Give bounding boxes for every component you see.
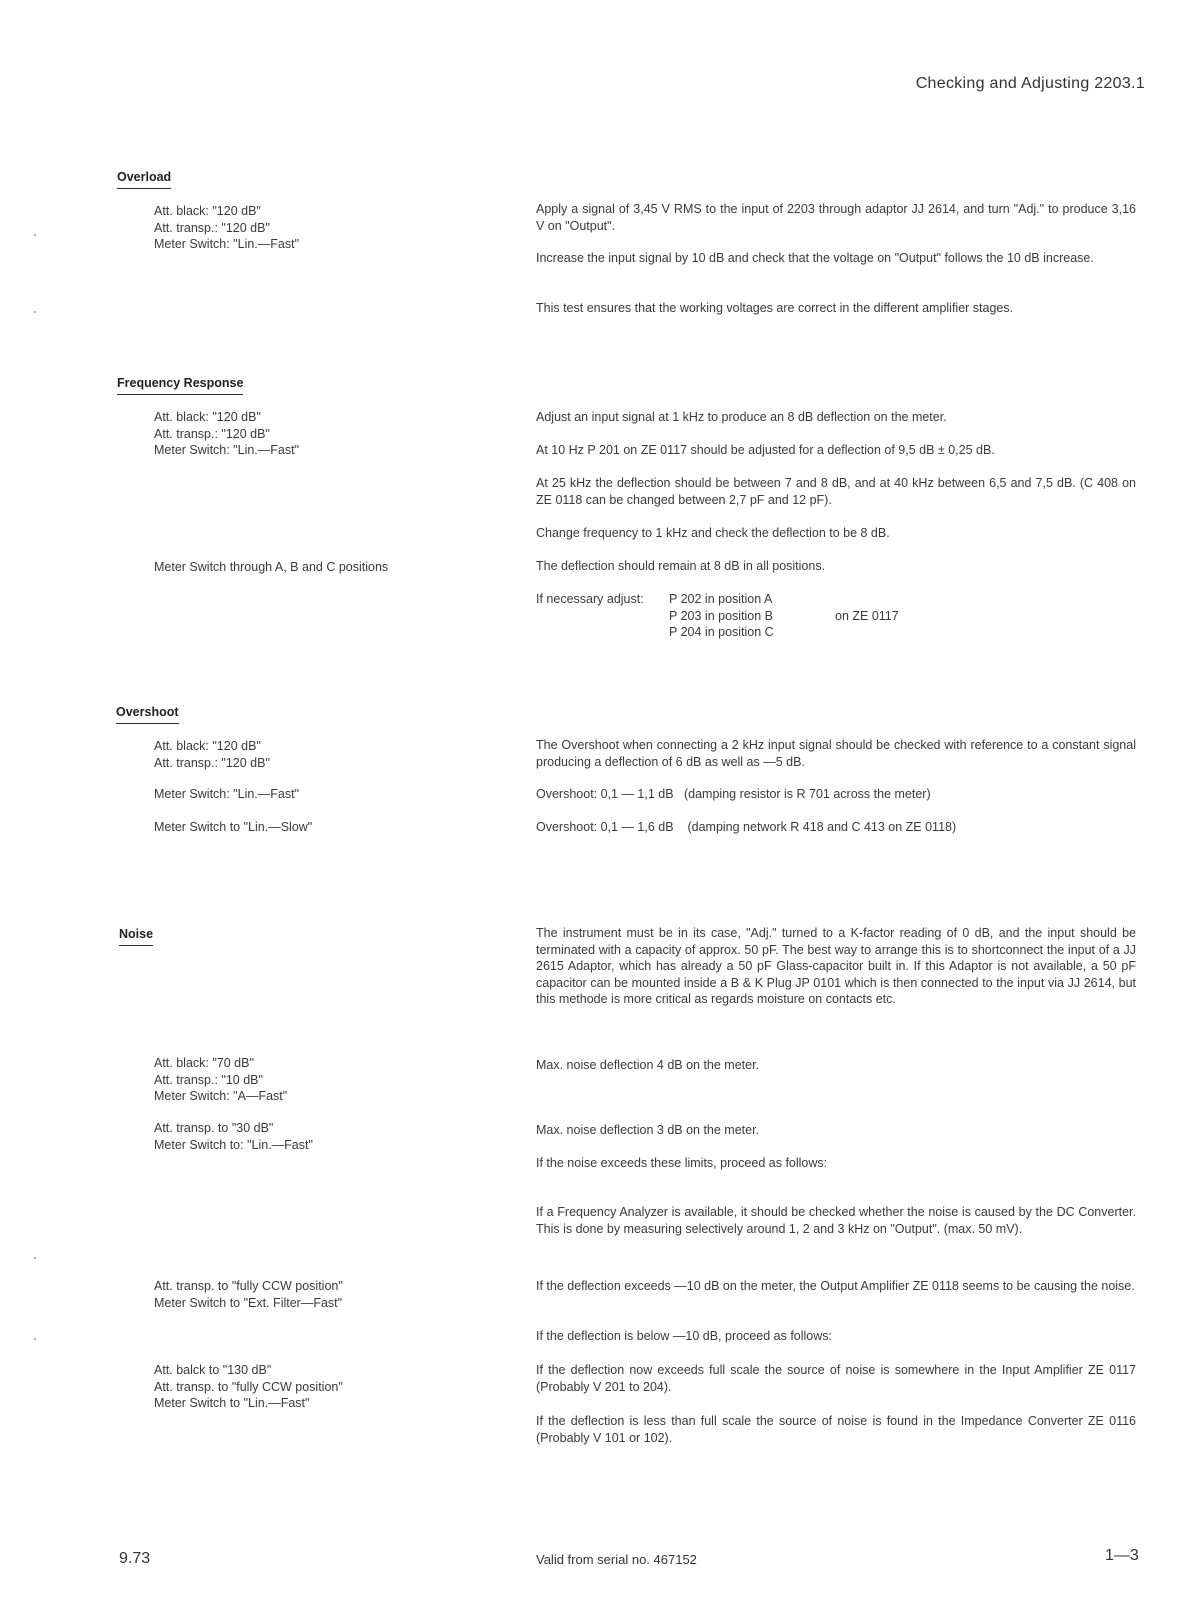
setting-line: Att. black: "70 dB" <box>154 1056 254 1070</box>
overload-paragraph-1: Apply a signal of 3,45 V RMS to the input of 2203 through adaptor JJ 2614, and turn "Adj." to produce 3,16 V on "Output". <box>536 202 1136 233</box>
footer-page-number: 1—3 <box>1105 1547 1139 1564</box>
footer-date: 9.73 <box>119 1550 151 1567</box>
setting-line: Meter Switch to: "Lin.—Fast" <box>154 1137 313 1152</box>
setting-line: Att. transp.: "120 dB" <box>154 426 270 441</box>
adjust-board: on ZE 0117 <box>835 608 899 623</box>
overshoot-paragraph-1: The Overshoot when connecting a 2 kHz input signal should be checked with reference to a constant signal producing a deflection of 6 dB as well as —5 dB. <box>536 738 1136 769</box>
noise-settings-2 <box>154 1120 474 1153</box>
overshoot-slow-setting: Meter Switch to "Lin.—Slow" <box>154 820 313 834</box>
adjust-item: P 204 in position C <box>669 625 774 639</box>
setting-line: Att. transp. to "30 dB" <box>154 1121 274 1135</box>
frequency-paragraph-2: At 10 Hz P 201 on ZE 0117 should be adjusted for a deflection of 9,5 dB ± 0,25 dB. <box>536 443 995 457</box>
scan-speck <box>34 311 36 313</box>
setting-line: Att. balck to "130 dB" <box>154 1363 272 1377</box>
adjust-item: P 203 in position B <box>669 608 774 623</box>
scan-speck <box>34 1257 36 1259</box>
noise-result-4: If a Frequency Analyzer is available, it should be checked whether the noise is caused by the DC Converter. This is done by measuring selectively around 1, 2 and 3 kHz on "Output". (max. 50 mV). <box>536 1205 1136 1236</box>
setting-line: Att. transp. to "fully CCW position" <box>154 1379 343 1394</box>
noise-settings-1 <box>154 1055 474 1105</box>
frequency-settings <box>154 409 474 459</box>
adjust-list <box>536 591 1136 641</box>
noise-result-7: If the deflection now exceeds full scale the source of noise is somewhere in the Input Amplifier ZE 0117 (Probably V 201 to 204). <box>536 1363 1136 1394</box>
noise-result-6: If the deflection is below —10 dB, proceed as follows: <box>536 1329 832 1343</box>
setting-line: Att. transp.: "10 dB" <box>154 1072 263 1087</box>
overshoot-slow-result: Overshoot: 0,1 — 1,6 dB (damping network R 418 and C 413 on ZE 0118) <box>536 820 957 834</box>
setting-line: Meter Switch: "Lin.—Fast" <box>154 237 300 251</box>
overshoot-fast-result: Overshoot: 0,1 — 1,1 dB (damping resistor is R 701 across the meter) <box>536 787 931 801</box>
adjust-item: P 202 in position A <box>669 592 773 606</box>
scan-speck <box>34 234 36 236</box>
scan-speck <box>34 1338 36 1340</box>
adjust-label: If necessary adjust: <box>536 592 644 606</box>
section-heading-frequency-response: Frequency Response <box>117 375 243 395</box>
setting-line: Att. black: "120 dB" <box>154 204 261 218</box>
overload-paragraph-3: This test ensures that the working voltages are correct in the different amplifier stages. <box>536 301 1014 315</box>
adjust-items <box>669 591 835 641</box>
noise-result-3: If the noise exceeds these limits, proceed as follows: <box>536 1156 828 1170</box>
overload-settings <box>154 203 474 253</box>
overshoot-settings <box>154 738 474 771</box>
section-heading-overload: Overload <box>117 169 171 189</box>
frequency-paragraph-1: Adjust an input signal at 1 kHz to produce an 8 dB deflection on the meter. <box>536 410 947 424</box>
setting-line: Att. transp.: "120 dB" <box>154 755 270 770</box>
page-header-title: Checking and Adjusting 2203.1 <box>915 75 1145 92</box>
frequency-paragraph-3: At 25 kHz the deflection should be between 7 and 8 dB, and at 40 kHz between 6,5 and 7,5 dB. (C 408 on ZE 0118 can be changed between 2,7 pF and 12 pF). <box>536 476 1136 507</box>
overload-paragraph-2: Increase the input signal by 10 dB and check that the voltage on "Output" follows the 10 dB increase. <box>536 251 1094 265</box>
noise-result-8: If the deflection is less than full scale the source of noise is found in the Impedance Converter ZE 0116 (Probably V 101 or 102). <box>536 1414 1136 1445</box>
frequency-paragraph-5: The deflection should remain at 8 dB in all positions. <box>536 559 826 573</box>
setting-line: Att. black: "120 dB" <box>154 739 261 753</box>
noise-result-2: Max. noise deflection 3 dB on the meter. <box>536 1123 760 1137</box>
noise-settings-3 <box>154 1278 474 1311</box>
setting-line: Att. transp. to "fully CCW position" <box>154 1279 343 1293</box>
setting-line: Meter Switch to "Lin.—Fast" <box>154 1396 310 1410</box>
setting-line: Meter Switch: "Lin.—Fast" <box>154 443 300 457</box>
section-heading-overshoot: Overshoot <box>116 704 179 724</box>
section-heading-noise: Noise <box>119 926 153 946</box>
noise-result-5: If the deflection exceeds —10 dB on the meter, the Output Amplifier ZE 0118 seems to be causing the noise. <box>536 1279 1135 1293</box>
overshoot-fast-setting: Meter Switch: "Lin.—Fast" <box>154 787 300 801</box>
footer-valid-serial: Valid from serial no. 467152 <box>536 1552 697 1567</box>
noise-paragraph-intro: The instrument must be in its case, "Adj." turned to a K-factor reading of 0 dB, and the input should be terminated with a capacity of approx. 50 pF. The best way to arrange this is to shortconnect the input of a JJ 2615 Adaptor, which has already a 50 pF Glass-capacitor built in. If this Adaptor is not available, a 50 pF capacitor can be mounted inside a B & K Plug JP 0101 which is then connected to the input via JJ 2614, but this methode is more critical as regards moisture on contacts etc. <box>536 926 1136 1006</box>
setting-line: Meter Switch to "Ext. Filter—Fast" <box>154 1295 343 1310</box>
setting-line: Att. transp.: "120 dB" <box>154 220 270 235</box>
noise-settings-4 <box>154 1362 474 1412</box>
noise-result-1: Max. noise deflection 4 dB on the meter. <box>536 1058 760 1072</box>
meter-switch-positions: Meter Switch through A, B and C positions <box>154 560 389 574</box>
setting-line: Meter Switch: "A—Fast" <box>154 1089 288 1103</box>
setting-line: Att. black: "120 dB" <box>154 410 261 424</box>
frequency-paragraph-4: Change frequency to 1 kHz and check the deflection to be 8 dB. <box>536 526 890 540</box>
